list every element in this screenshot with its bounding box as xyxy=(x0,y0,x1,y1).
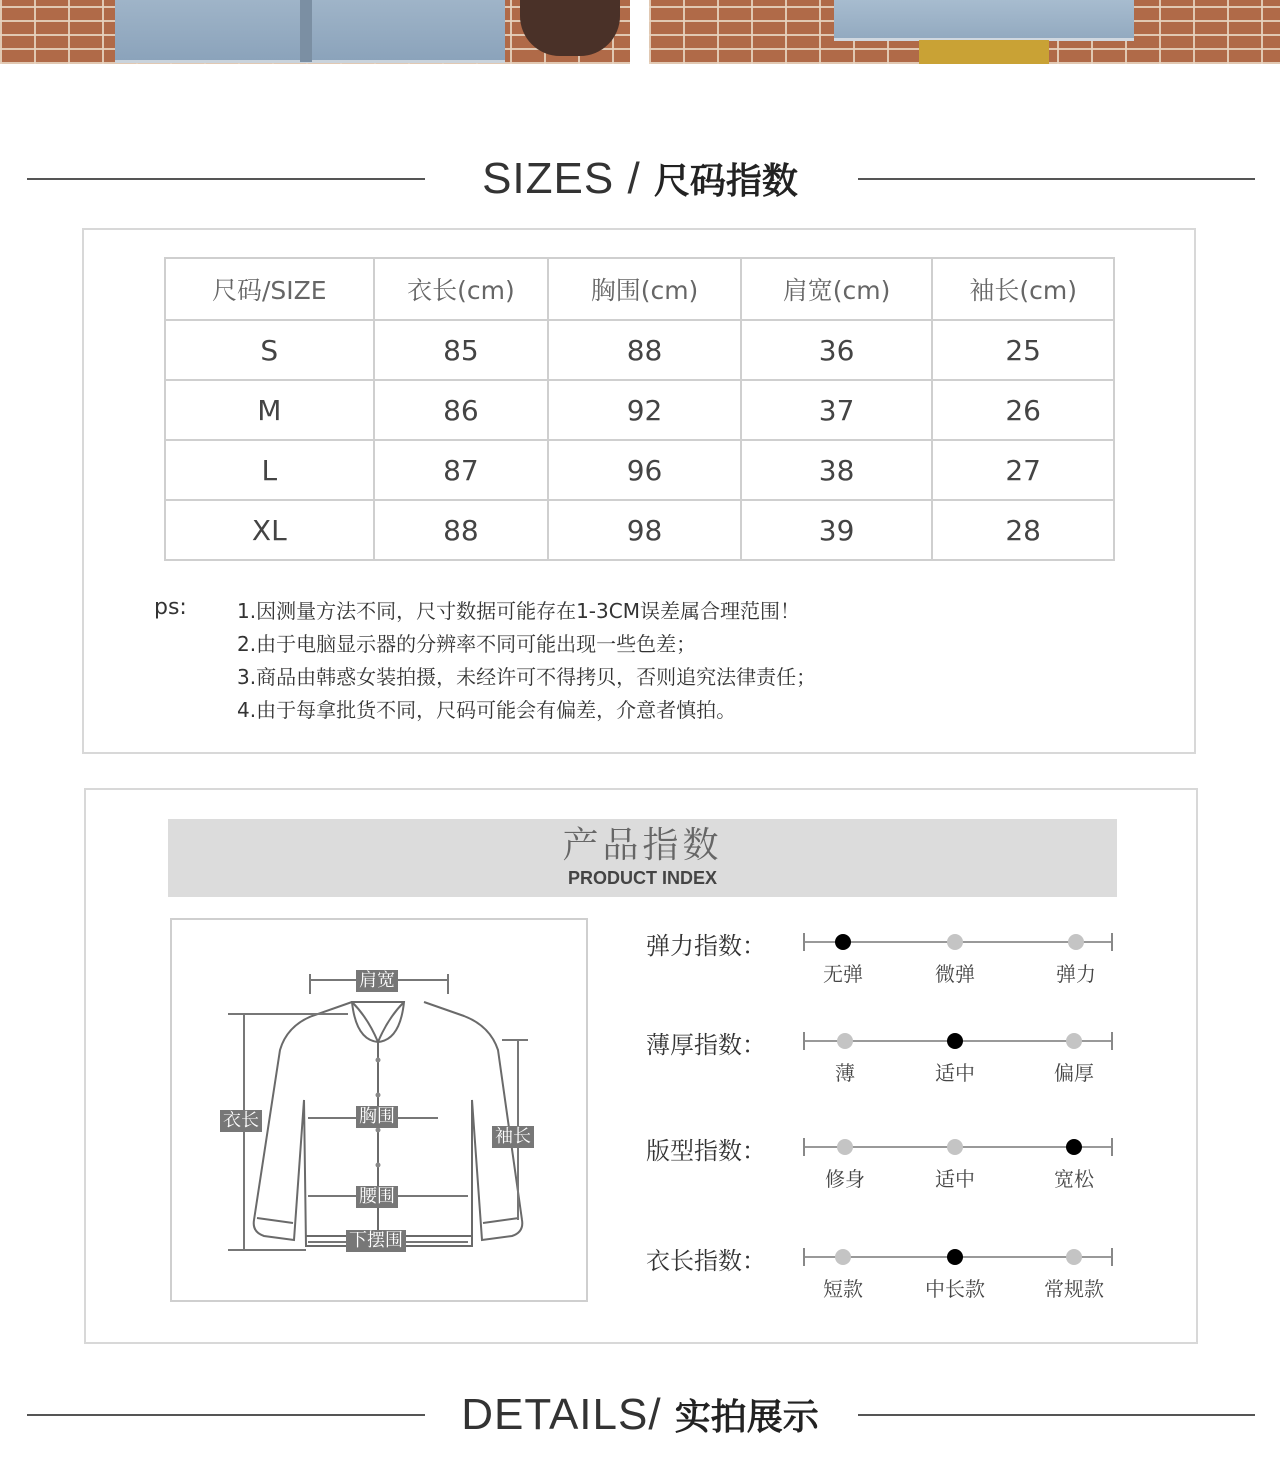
size-cell: L xyxy=(165,440,374,500)
details-heading-zh: 实拍展示 xyxy=(674,1397,819,1438)
scale-option: 宽松 xyxy=(1054,1167,1094,1191)
scale-cap-left xyxy=(803,1248,805,1266)
scale-cap-left xyxy=(803,933,805,951)
scale-cap-right xyxy=(1111,1138,1113,1156)
scale-option: 中长款 xyxy=(925,1277,985,1301)
size-table-header-row xyxy=(165,258,1114,320)
scale-dot xyxy=(1066,1249,1082,1265)
scale-cap-left xyxy=(803,1138,805,1156)
scale-label: 版型指数： xyxy=(646,1137,766,1165)
size-table xyxy=(164,257,1115,561)
scale-option: 适中 xyxy=(935,1061,975,1085)
table-row xyxy=(165,380,1114,440)
length-cell: 88 xyxy=(374,500,549,560)
details-heading-en: DETAILS xyxy=(461,1390,649,1439)
sizes-heading-sep: / xyxy=(614,154,654,203)
elasticity-index xyxy=(646,932,1126,1002)
chest-cell: 88 xyxy=(548,320,741,380)
notes-label: ps: xyxy=(154,595,187,620)
size-cell: M xyxy=(165,380,374,440)
details-heading-sep: / xyxy=(648,1390,675,1439)
table-row xyxy=(165,320,1114,380)
shoulder-cell: 39 xyxy=(741,500,933,560)
size-chart-panel xyxy=(82,228,1196,754)
table-row xyxy=(165,440,1114,500)
product-photo-right xyxy=(649,0,1280,64)
chest-cell: 96 xyxy=(548,440,741,500)
sleeve-cell: 28 xyxy=(932,500,1114,560)
scale-option: 微弹 xyxy=(935,962,975,986)
scale-label: 弹力指数： xyxy=(646,932,766,960)
details-heading-title xyxy=(0,1380,1280,1459)
scale-dot xyxy=(947,1033,963,1049)
scale-cap-left xyxy=(803,1032,805,1050)
scale-dot xyxy=(837,1033,853,1049)
garment-diagram xyxy=(170,918,588,1302)
table-row xyxy=(165,500,1114,560)
note-line: 2.由于电脑显示器的分辨率不同可能出现一些色差； xyxy=(237,632,697,656)
size-table-header: 袖长(cm) xyxy=(932,258,1114,320)
size-cell: S xyxy=(165,320,374,380)
sizes-heading-title xyxy=(0,144,1280,223)
scale-dot xyxy=(835,1249,851,1265)
product-photo-left xyxy=(0,0,630,64)
chest-cell: 98 xyxy=(548,500,741,560)
product-index-banner xyxy=(168,819,1117,897)
scale-option: 常规款 xyxy=(1044,1277,1104,1301)
size-table-header: 肩宽(cm) xyxy=(741,258,933,320)
note-line: 1.因测量方法不同，尺寸数据可能存在1-3CM误差属合理范围！ xyxy=(237,599,800,623)
scale-dot xyxy=(1068,934,1084,950)
product-index-subtitle: PRODUCT INDEX xyxy=(567,868,717,888)
thickness-index xyxy=(646,1031,1126,1101)
scale-option: 弹力 xyxy=(1056,962,1096,986)
scale-dot xyxy=(947,934,963,950)
diagram-label-hem: 下摆围 xyxy=(346,1230,406,1252)
chest-cell: 92 xyxy=(548,380,741,440)
fit-index xyxy=(646,1137,1126,1207)
sizes-heading-zh: 尺码指数 xyxy=(653,161,798,202)
scale-dot xyxy=(947,1249,963,1265)
scale-option: 薄 xyxy=(835,1061,855,1085)
shoulder-cell: 37 xyxy=(741,380,933,440)
size-table-header: 衣长(cm) xyxy=(374,258,549,320)
product-index-panel xyxy=(84,788,1198,1344)
note-line: 3.商品由韩惑女装拍摄，未经许可不得拷贝，否则追究法律责任； xyxy=(237,665,817,689)
sleeve-cell: 26 xyxy=(932,380,1114,440)
length-cell: 87 xyxy=(374,440,549,500)
scale-cap-right xyxy=(1111,1032,1113,1050)
length-cell: 86 xyxy=(374,380,549,440)
scale-option: 偏厚 xyxy=(1054,1061,1094,1085)
scale-option: 适中 xyxy=(935,1167,975,1191)
length-index xyxy=(646,1247,1126,1317)
length-cell: 85 xyxy=(374,320,549,380)
scale-dot xyxy=(947,1139,963,1155)
shoulder-cell: 36 xyxy=(741,320,933,380)
sleeve-cell: 25 xyxy=(932,320,1114,380)
scale-dot xyxy=(1066,1139,1082,1155)
product-index-title: 产品指数 xyxy=(562,825,723,866)
sizes-heading xyxy=(0,144,1280,214)
shoulder-cell: 38 xyxy=(741,440,933,500)
diagram-label-waist: 腰围 xyxy=(356,1186,398,1208)
scale-dot xyxy=(835,934,851,950)
note-line: 4.由于每拿批货不同，尺码可能会有偏差，介意者慎拍。 xyxy=(237,698,737,722)
sizes-heading-en: SIZES xyxy=(482,154,615,203)
scale-cap-right xyxy=(1111,1248,1113,1266)
scale-option: 无弹 xyxy=(823,962,863,986)
size-table-header: 胸围(cm) xyxy=(548,258,741,320)
scale-dot xyxy=(1066,1033,1082,1049)
scale-option: 短款 xyxy=(823,1277,863,1301)
diagram-label-length: 衣长 xyxy=(220,1110,262,1132)
diagram-label-shoulder: 肩宽 xyxy=(356,970,398,992)
size-cell: XL xyxy=(165,500,374,560)
sleeve-cell: 27 xyxy=(932,440,1114,500)
notes-lines xyxy=(237,595,1037,727)
scale-option: 修身 xyxy=(825,1167,865,1191)
scale-dot xyxy=(837,1139,853,1155)
diagram-label-sleeve: 袖长 xyxy=(492,1126,534,1148)
scale-label: 衣长指数： xyxy=(646,1247,766,1275)
details-heading xyxy=(0,1380,1280,1450)
scale-label: 薄厚指数： xyxy=(646,1031,766,1059)
scale-cap-right xyxy=(1111,933,1113,951)
diagram-label-chest: 胸围 xyxy=(356,1106,398,1128)
size-table-header: 尺码/SIZE xyxy=(165,258,374,320)
